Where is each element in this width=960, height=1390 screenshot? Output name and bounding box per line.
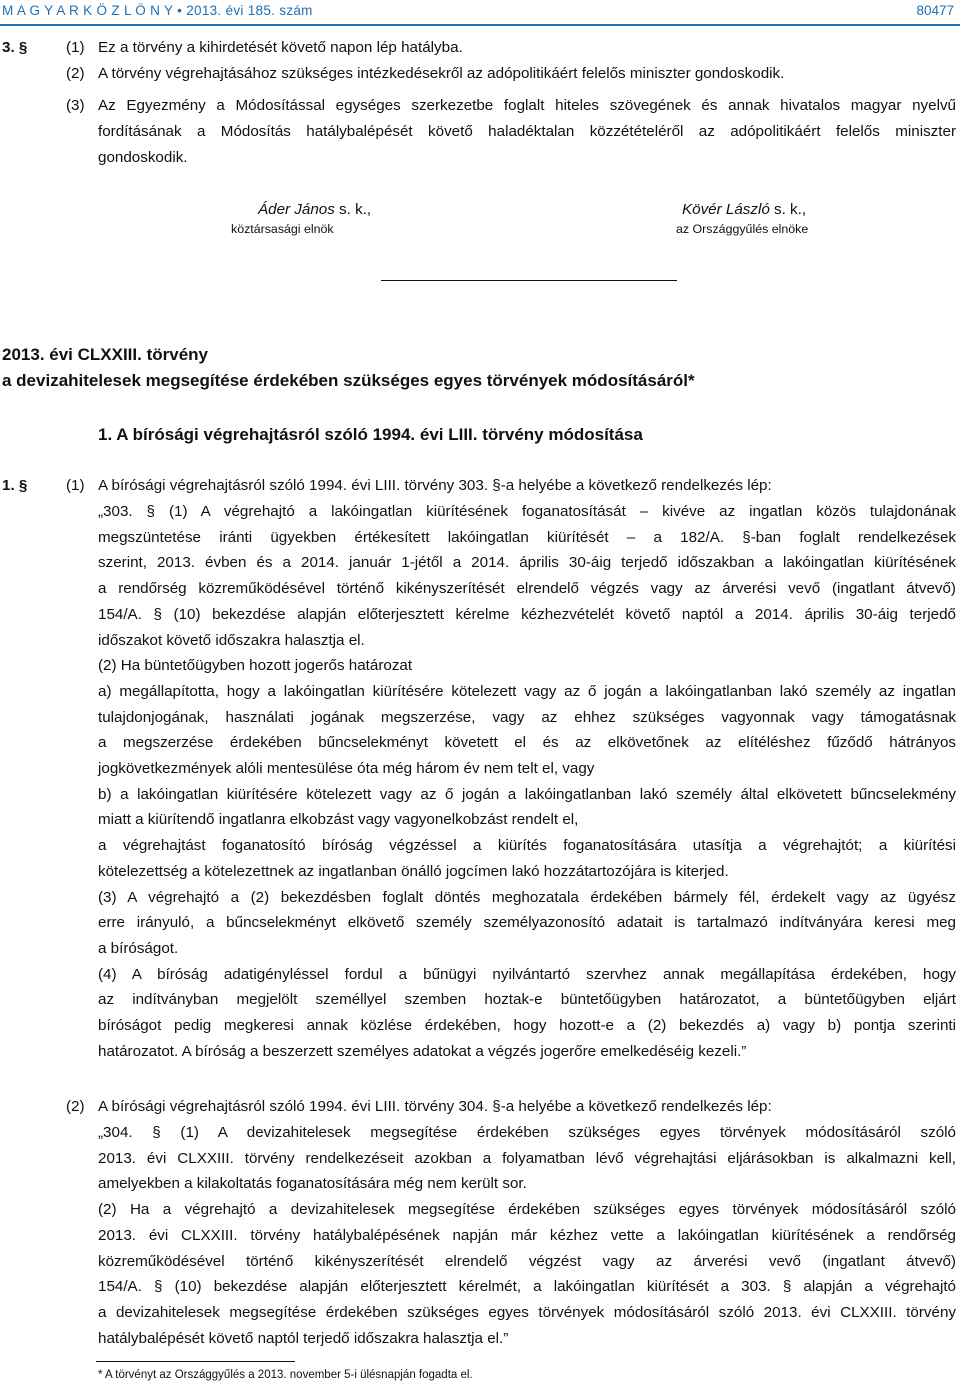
signatory-name: Áder János bbox=[258, 201, 335, 218]
page-number: 80477 bbox=[916, 3, 954, 18]
body-line: „303. § (1) A végrehajtó a lakóingatlan kiürítésének foganatosítását – kivéve az ingatlan közös tulajdonának bbox=[98, 503, 956, 520]
body-line: a) megállapította, hogy a lakóingatlan kiürítésére kötelezett vagy az ő jogán a lakóingatlanban lakó személy az ingatlan bbox=[98, 682, 956, 700]
body-line: 2013. évi CLXXIII. törvény rendelkezéseit azokban a folyamatban lévő végrehajtási eljárásokban is alkalmazni kell, bbox=[98, 1149, 956, 1167]
section-3-p2-number: (2) bbox=[66, 65, 85, 82]
footnote: * A törvényt az Országgyűlés a 2013. november 5-i ülésnapján fogadta el. bbox=[98, 1369, 473, 1381]
signatory-name: Kövér László bbox=[682, 201, 770, 218]
body-line: a megszerzése érdekében bűncselekményt követett el és az elkövetőnek az elítéléshez fűződő hátrányos bbox=[98, 734, 956, 752]
body-line: a rendőrség közreműködésével történő kikényszerítését elrendelő végzés vagy az árverési vevő (ingatlant átvevő) bbox=[98, 580, 956, 598]
body-line: időszakot követő időszakra halasztja el. bbox=[98, 631, 365, 649]
section-3-p3-line: fordításának a Módosítás hatálybalépését követő haladéktalan közzétételéről az adópolitikáért felelős miniszter bbox=[98, 123, 956, 140]
signatory-suffix: s. k., bbox=[769, 201, 807, 218]
body-line: 2013. évi CLXXIII. törvény hatálybalépésének napján már kézhez vette a lakóingatlan kiürítésének a rendőrség bbox=[98, 1226, 956, 1244]
body-line: közreműködésével történő kikényszerítését elrendelő végzést vagy az árverési vevő (ingatlant átvevő) bbox=[98, 1252, 956, 1270]
section-3-number: 3. § bbox=[2, 39, 28, 56]
law-title: a devizahitelesek megsegítése érdekében szükséges egyes törvények módosításáról* bbox=[2, 371, 695, 390]
body-line: szerint, 2013. évben és a 2014. január 1-jétől a 2014. április 30-áig terjedő időszakban a lakóingatlan kiürítésének bbox=[98, 554, 956, 572]
body-line: a devizahitelesek megsegítése érdekében szükséges egyes törvények módosításáról szóló 2013. évi CLXXIII. törvény bbox=[98, 1303, 956, 1321]
body-line: (2) Ha a végrehajtó a devizahitelesek megsegítése érdekében szükséges egyes törvények módosításáról szóló bbox=[98, 1201, 956, 1219]
body-line: az indítványban megjelölt személlyel szemben hoztak-e büntetőügyben határozatot, a büntetőügyben eljárt bbox=[98, 991, 956, 1009]
section-3-p2-text: A törvény végrehajtásához szükséges intézkedésekről az adópolitikáért felelős miniszter gondoskodik. bbox=[98, 65, 785, 82]
body-line: 154/A. § (10) bekezdése alapján előterjesztett kérelme kézhezvételét követő naptól a 2014. április 30-áig terjedő bbox=[98, 605, 956, 623]
section-3-p1-number: (1) bbox=[66, 39, 85, 56]
section-3-p3-line: Az Egyezmény a Módosítással egységes szerkezetbe foglalt hiteles szövegének és annak hivatalos magyar nyelvű bbox=[98, 97, 956, 114]
body-line: tulajdonjogának, használati jogának megszerzése, vagy az ehhez szükséges vagyonnak vagy támogatásnak bbox=[98, 708, 956, 726]
body-line: 154/A. § (10) bekezdése alapján előterjesztett kérelmét, a lakóingatlan kiürítését a 303. § alapján a végrehajtó bbox=[98, 1278, 956, 1296]
body-line: erre irányuló, a bűncselekményt elkövető személy személyazonosító adatait is tartalmazó indítványára keresi meg bbox=[98, 914, 956, 932]
body-line: (3) A végrehajtó a (2) bekezdésben foglalt döntés meghozatala érdekében bármely fél, érdekelt vagy az ügyész bbox=[98, 888, 956, 906]
body-line: megszüntetése iránti ügyekben értékesített lakóingatlan kiürítését – a 182/A. §-ban foglalt rendelkezések bbox=[98, 528, 956, 546]
body-line: kötelezettség a kötelezettnek az ingatlanban önálló jogcímen lakó hozzátartozójára is kiterjed. bbox=[98, 862, 729, 880]
section-1-p1-number: (1) bbox=[66, 477, 85, 494]
body-line: a végrehajtást foganatosító bíróság végzéssel a kiürítés foganatosítására utasítja a végrehajtót; a kiürítési bbox=[98, 837, 956, 855]
body-line: jogkövetkezmények alóli mentesülése óta még három év nem telt el, vagy bbox=[98, 760, 595, 777]
section-3-p3-number: (3) bbox=[66, 97, 85, 114]
section-1-p2-intro: A bírósági végrehajtásról szóló 1994. évi LIII. törvény 304. §-a helyébe a következő rendelkezés lép: bbox=[98, 1098, 772, 1115]
body-line: (4) A bíróság adatigényléssel fordul a bűnügyi nyilvántartó szervhez annak megállapítása érdekében, hogy bbox=[98, 965, 956, 983]
body-line: a bíróságot. bbox=[98, 939, 179, 957]
section-1-p1-intro: A bírósági végrehajtásról szóló 1994. évi LIII. törvény 303. §-a helyébe a következő rendelkezés lép: bbox=[98, 477, 772, 494]
law-number: 2013. évi CLXXIII. törvény bbox=[2, 345, 208, 364]
signatory-title-right: az Országgyűlés elnöke bbox=[676, 222, 809, 236]
separator-line bbox=[381, 280, 677, 281]
signatory-title-left: köztársasági elnök bbox=[231, 222, 334, 236]
body-line: határozatot. A bíróság a beszerzett személyes adatokat a végzés jogerőre emelkedéséig kezeli.” bbox=[98, 1042, 747, 1060]
signature-left bbox=[258, 201, 371, 218]
body-line: b) a lakóingatlan kiürítésére kötelezett vagy az ő jogán a lakóingatlanban lakó személy által elkövetett bűncselekmény bbox=[98, 785, 956, 803]
body-line: (2) Ha büntetőügyben hozott jogerős határozat bbox=[98, 657, 413, 675]
section-1-p2-number: (2) bbox=[66, 1098, 85, 1115]
section-1-number: 1. § bbox=[2, 477, 28, 494]
body-line: bíróságot pedig megkeresi annak közlése érdekében, hogy hozott-e a (2) bekezdés a) vagy b) pontja szerinti bbox=[98, 1017, 956, 1034]
header-divider bbox=[0, 24, 960, 26]
section-3-p3-line: gondoskodik. bbox=[98, 149, 188, 166]
section-3-p1-text: Ez a törvény a kihirdetését követő napon lép hatályba. bbox=[98, 39, 463, 56]
chapter-title: 1. A bírósági végrehajtásról szóló 1994. évi LIII. törvény módosítása bbox=[98, 425, 643, 444]
body-line: amelyekben a kilakoltatás foganatosítására még nem került sor. bbox=[98, 1175, 527, 1193]
signature-right bbox=[682, 201, 806, 218]
footnote-rule bbox=[96, 1361, 295, 1362]
signatory-suffix: s. k., bbox=[334, 201, 372, 218]
body-line: „304. § (1) A devizahitelesek megsegítése érdekében szükséges egyes törvények módosításáról szóló bbox=[98, 1124, 956, 1141]
body-line: miatt a kiürítendő ingatlanra elkobzást vagy vagyonelkobzást rendelt el, bbox=[98, 811, 579, 829]
body-line: hatálybalépését követő naptól terjedő időszakra halasztja el.” bbox=[98, 1329, 509, 1347]
journal-header: M A G Y A R K Ö Z L Ö N Y • 2013. évi 185. szám bbox=[2, 3, 313, 18]
